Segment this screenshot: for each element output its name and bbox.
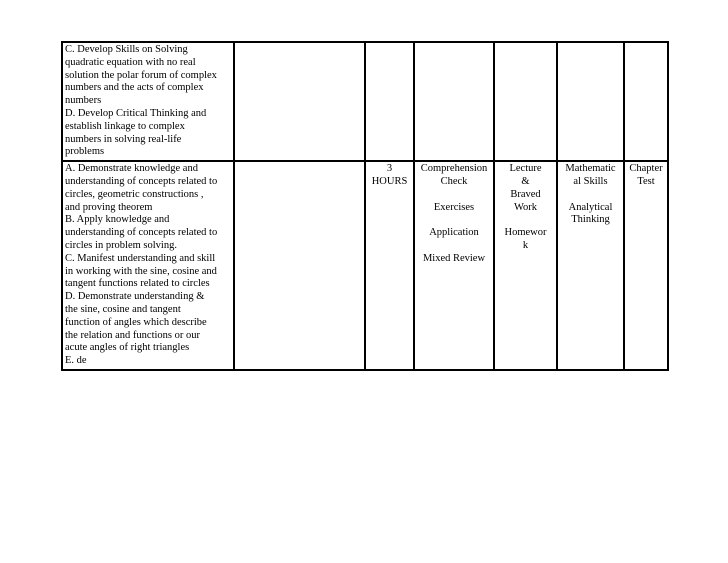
objective-line: C. Manifest understanding and skill (65, 252, 216, 264)
empty-cell (414, 42, 494, 161)
objective-line: numbers in solving real-life (65, 133, 182, 145)
activity-line: Exercises (433, 201, 475, 213)
time-unit: HOURS (371, 175, 408, 187)
objective-line: numbers and the acts of complex (65, 82, 204, 94)
objective-line: acute angles of right triangles (65, 342, 190, 354)
empty-cell (494, 42, 557, 161)
objective-line: tangent functions related to circles (65, 278, 210, 290)
activity-line: Application (429, 227, 479, 239)
empty-cell (234, 161, 365, 370)
objective-line: function of angles which describe (65, 316, 207, 328)
assessment-line: Chapter (629, 163, 663, 175)
strategy-line: Lecture (509, 163, 542, 175)
objective-line: circles, geometric constructions , (65, 188, 204, 200)
objective-line: the sine, cosine and tangent (65, 303, 181, 315)
skill-line: Analytical (568, 201, 613, 213)
objectives-cell (62, 42, 234, 161)
objectives-cell (62, 161, 234, 370)
table-row (62, 161, 668, 370)
objective-line: understanding of concepts related to (65, 227, 218, 239)
strategy-line: Braved (510, 188, 541, 200)
objective-line: D. Demonstrate understanding & (65, 291, 205, 303)
strategy-line: Work (513, 201, 538, 213)
activity-line: Comprehension (420, 163, 488, 175)
skill-line: Thinking (571, 214, 610, 226)
empty-cell (624, 42, 668, 161)
strategy-line: k (522, 239, 529, 251)
objective-line: C. Develop Skills on Solving (65, 44, 188, 55)
strategies-cell (494, 161, 557, 370)
assessment-line: Test (637, 175, 655, 187)
objective-line: circles in problem solving. (65, 239, 177, 251)
table-row (62, 42, 668, 161)
objective-line: numbers (65, 95, 102, 107)
strategy-line: Homewor (504, 227, 547, 239)
objective-line: problems (65, 146, 105, 158)
empty-cell (234, 42, 365, 161)
skills-cell (557, 161, 624, 370)
empty-cell (365, 42, 414, 161)
assessment-cell (624, 161, 668, 370)
activity-line: Check (440, 175, 468, 187)
objective-line: the relation and functions or our (65, 329, 201, 341)
objective-line: solution the polar forum of complex (65, 69, 217, 81)
objective-line: understanding of concepts related to (65, 175, 218, 187)
objective-line: quadratic equation with no real (65, 56, 196, 68)
activities-cell (414, 161, 494, 370)
skill-line: Mathematic (565, 163, 616, 175)
strategy-line: & (521, 175, 530, 187)
time-cell (365, 161, 414, 370)
objective-line: B. Apply knowledge and (65, 214, 170, 226)
activity-line: Mixed Review (422, 252, 486, 264)
objective-line: and proving theorem (65, 201, 153, 213)
objective-line: in working with the sine, cosine and (65, 265, 217, 277)
objective-line: A. Demonstrate knowledge and (65, 163, 198, 175)
curriculum-table-wrapper (61, 41, 669, 371)
skill-line: al Skills (573, 175, 608, 187)
curriculum-table (61, 41, 669, 371)
time-value: 3 (386, 163, 393, 175)
objective-line: E. de (65, 355, 87, 367)
empty-cell (557, 42, 624, 161)
objective-line: establish linkage to complex (65, 120, 185, 132)
objective-line: D. Develop Critical Thinking and (65, 107, 207, 119)
